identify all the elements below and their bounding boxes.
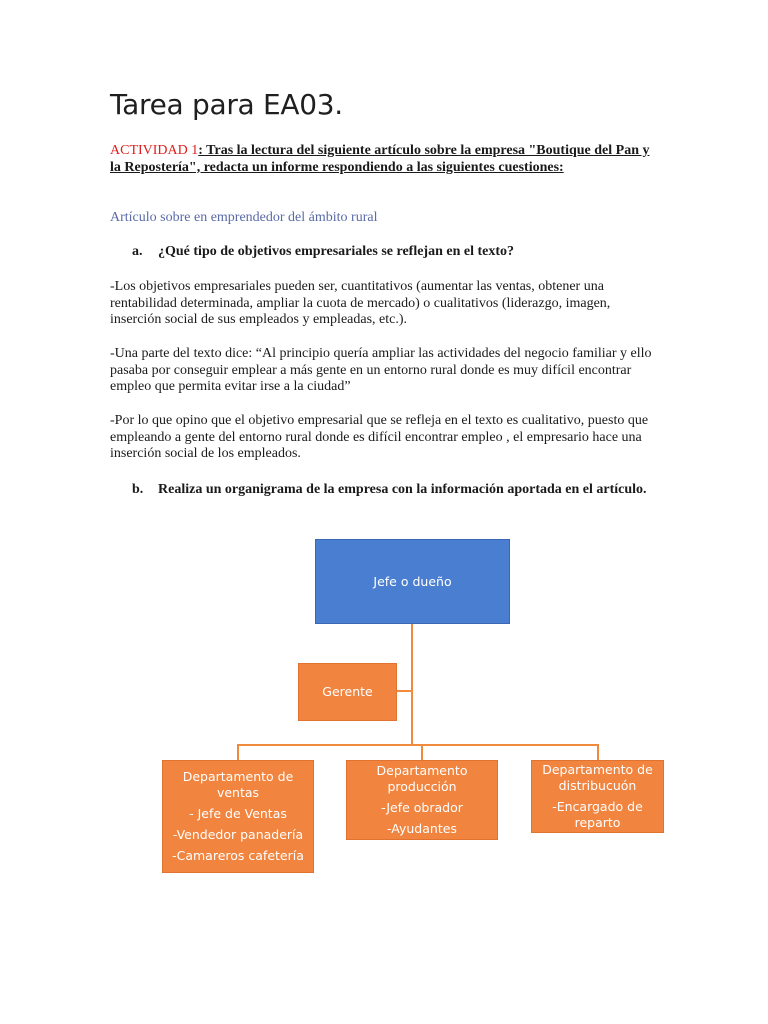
connector-root-vertical xyxy=(411,624,413,745)
question-letter: a. xyxy=(132,244,143,259)
connector-horizontal xyxy=(237,744,599,746)
dept-title-line: Departamento de xyxy=(542,762,653,777)
dept-item: -Encargado de xyxy=(552,799,643,814)
activity-statement xyxy=(110,143,655,176)
dept-title-line: Departamento xyxy=(376,763,468,778)
dept-item: -Vendedor panadería xyxy=(172,827,304,842)
org-node-label: Gerente xyxy=(322,684,373,699)
dept-item: -Ayudantes xyxy=(387,821,457,836)
org-node-dept-produccion xyxy=(346,760,498,840)
page-title: Tarea para EA03. xyxy=(110,88,343,121)
activity-text: : Tras la lectura del siguiente artículo sobre la empresa "Boutique del Pan y la Repostería", redacta un informe respondiendo a las siguientes cuestiones: xyxy=(110,143,650,175)
dept-title-line: ventas xyxy=(216,785,260,800)
dept-title-line: distribucuón xyxy=(558,778,637,793)
article-link[interactable]: Artículo sobre en emprendedor del ámbito rural xyxy=(110,210,378,225)
paragraph-objectives: -Los objetivos empresariales pueden ser, cuantitativos (aumentar las ventas, obtener una rentabilidad determinada, ampliar la cuota de mercado) o cualitativos (liderazgo, imagen, inserción social de sus empleados y empleadas, etc.). xyxy=(110,279,611,327)
dept-title-line: Departamento de xyxy=(182,769,294,784)
dept-item: reparto xyxy=(574,815,621,830)
org-node-dept-distribucion xyxy=(531,760,664,833)
org-node-dept-ventas xyxy=(162,760,314,873)
activity-label: ACTIVIDAD 1 xyxy=(110,143,199,158)
question-b xyxy=(132,481,662,498)
connector-assistant xyxy=(396,690,412,692)
paragraph-conclusion: -Por lo que opino que el objetivo empresarial que se refleja en el texto es cualitativo, puesto que empleando a gente del entorno rural donde es difícil encontrar empleo , el empresario hace una inserción social de los empleados. xyxy=(110,413,649,461)
org-node-root xyxy=(315,539,510,624)
org-node-label: Jefe o dueño xyxy=(373,573,452,589)
question-a xyxy=(132,243,662,260)
paragraph-quote: -Una parte del texto dice: “Al principio quería ampliar las actividades del negocio familiar y ello pasaba por conseguir emplear a más gente en un entorno rural donde es muy difícil encontrar empleo que permita evitar irse a la ciudad” xyxy=(110,346,652,394)
dept-title-line: producción xyxy=(387,779,457,794)
org-node-gerente xyxy=(298,663,397,721)
question-letter: b. xyxy=(132,482,144,497)
connector-dept-distribucion xyxy=(597,744,599,761)
question-text: Realiza un organigrama de la empresa con la información aportada en el artículo. xyxy=(158,482,647,497)
question-text: ¿Qué tipo de objetivos empresariales se reflejan en el texto? xyxy=(158,244,515,259)
dept-item: -Jefe obrador xyxy=(381,800,463,815)
connector-dept-ventas xyxy=(237,744,239,761)
dept-item: - Jefe de Ventas xyxy=(189,806,287,821)
dept-item: -Camareros cafetería xyxy=(172,848,304,863)
connector-dept-produccion xyxy=(421,744,423,761)
